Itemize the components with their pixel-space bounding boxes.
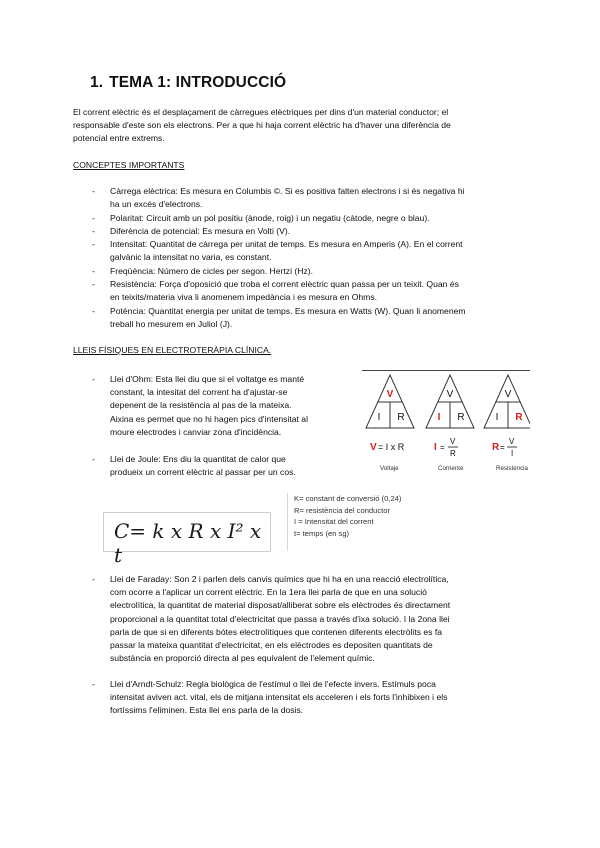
list-line: parla de que si en diferents bótes electrolítiques que contenen diferents electròlits es fa	[110, 626, 443, 637]
tri0-left: I	[377, 412, 381, 423]
list-line: produeix un corrent elèctric al passar per un cos.	[110, 467, 296, 478]
joule-formula: C= k x R x I² x t	[114, 519, 262, 567]
intro-line: El corrent elèctric és el desplaçament de càrregues elèctriques per dins d'un material conductor; el	[73, 107, 449, 117]
list-dash: -	[92, 213, 95, 223]
heading-number: 1.	[90, 74, 104, 91]
list-dash: -	[92, 186, 95, 196]
list-line: Llei de Faraday: Son 2 i parlen dels canvis químics que hi ha en una reacció electrolítica,	[110, 574, 449, 584]
list-line: proporcional a la quantitat total d'electricitat que passa a través d'ixa solució. I la 2ona llei	[110, 613, 450, 624]
list-dash: -	[92, 454, 95, 464]
list-item-arndt-schulz	[92, 678, 530, 718]
list-line: ha un excés d'electrons.	[110, 199, 203, 210]
list-line: Llei de Joule: Ens diu la quantitat de calor que	[110, 454, 286, 464]
list-dash: -	[92, 226, 95, 236]
list-dash: -	[92, 374, 95, 384]
formula-resistance-den: I	[511, 449, 514, 458]
list-line: substància en proporció directa al pes equivalent de l'element químic.	[110, 653, 375, 664]
triangle-current	[426, 375, 474, 428]
list-line: en teixits/materia viva li anomenem impedància i es mesura en Ohms.	[110, 292, 377, 303]
list-line: intensitat aviven act. vital, els de mitjana intensitat els acceleren i els forts l'inhibixen i els	[110, 692, 448, 703]
formula-voltage-symbol: V	[370, 442, 377, 453]
tri1-right: R	[457, 412, 465, 423]
formula-current-den: R	[450, 449, 456, 458]
formula-voltage-rest: = I x R	[378, 442, 405, 452]
list-line: fortíssims l'eliminen. Esta llei ens parla de la dosis.	[110, 705, 304, 716]
list-line: com ocorre a l'aplicar un corrent elèctric. En la 1era llei parla de que en una solució	[110, 587, 427, 598]
joule-legend	[287, 493, 436, 551]
section-heading-concepts: CONCEPTES IMPORTANTS	[73, 160, 185, 170]
list-line: passar la mateixa quantitat d'electricitat, en els elèctrodes es depositen quantitats de	[110, 640, 433, 651]
tri2-top: V	[504, 389, 512, 400]
list-line: Llei d'Ohm: Esta llei diu que si el voltatge es manté	[110, 374, 305, 384]
list-line: Intensitat: Quantitat de càrrega per unitat de temps. Es mesura en Amperis (A). En el corrent	[110, 239, 463, 249]
formula-current-symbol: I	[434, 442, 437, 453]
tri0-top: V	[386, 389, 394, 400]
tri2-left: I	[495, 412, 499, 423]
intro-line: responsable d'este son els electrons. Per a que hi haja corrent elèctric ha d'haver una diferència de	[73, 120, 451, 131]
list-line: galvànic la intensitat no varia, es constant.	[110, 252, 272, 263]
list-line: Potència: Quantitat energia per unitat de temps. Es mesura en Watts (W). Quan li anomenem	[110, 306, 466, 316]
formula-current-num: V	[450, 437, 456, 446]
triangle-voltage	[366, 375, 414, 428]
list-line: Resistència: Força d'oposició que troba el corrent elèctric quan passa per un teixit. Quan és	[110, 279, 459, 289]
formula-current-eq: =	[440, 443, 445, 452]
list-line: Polaritat: Circuit amb un pol positiu (ànode, roig) i un negatiu (càtode, negre o blau).	[110, 213, 430, 223]
caption-voltage: Voltaje	[380, 465, 399, 472]
list-item-ohm	[92, 373, 355, 439]
formula-resistance-num: V	[509, 437, 515, 446]
list-dash: -	[92, 679, 95, 689]
list-line: moure electrodes i canviar zona d'incidència.	[110, 426, 282, 437]
section-heading-laws: LLEIS FÍSIQUES EN ELECTROTERÀPIA CLÍNICA.	[73, 345, 272, 355]
list-item	[92, 305, 530, 331]
list-item	[92, 185, 530, 211]
tri1-left: I	[437, 412, 441, 423]
list-line: electrolítica, la quantitat de material disposat/alliberat sobre els elèctrodes és directament	[110, 600, 451, 611]
list-line: depenent de la resistència al pas de la mateixa.	[110, 400, 292, 411]
formula-resistance-eq: =	[500, 443, 505, 452]
legend-line: t= temps (en sg)	[294, 528, 350, 538]
list-item-joule	[92, 453, 360, 479]
list-dash: -	[92, 574, 95, 584]
legend-line: K= constant de conversió (0,24)	[294, 494, 402, 503]
intro-paragraph	[73, 106, 533, 146]
list-line: Càrrega elèctrica: Es mesura en Columbis ©. Si es positiva falten electrons i si és negativa hi	[110, 186, 465, 196]
list-item	[92, 265, 530, 278]
list-dash: -	[92, 239, 95, 249]
list-item	[92, 238, 530, 264]
ohm-triangles-diagram	[362, 370, 530, 478]
tri0-right: R	[397, 412, 405, 423]
list-line: constant, la intesitat del corrent ha d'ajustar-se	[110, 387, 288, 398]
list-line: treball ho mesurem en Juliol (J).	[110, 319, 233, 330]
list-item	[92, 225, 530, 238]
list-item	[92, 212, 530, 225]
joule-formula-box	[103, 512, 271, 567]
heading-title: TEMA 1: INTRODUCCIÓ	[109, 74, 287, 91]
triangle-resistance	[484, 375, 530, 428]
list-item	[92, 278, 530, 304]
list-dash: -	[92, 266, 95, 276]
list-dash: -	[92, 306, 95, 316]
list-line: Diferència de potencial: Es mesura en Volti (V).	[110, 226, 291, 236]
legend-line: I = Intensitat del corrent	[294, 517, 374, 527]
formula-resistance-symbol: R	[492, 442, 500, 453]
list-item-faraday	[92, 573, 530, 665]
intro-line: potencial entre extrems.	[73, 133, 165, 144]
caption-current: Corriente	[438, 465, 464, 472]
tri1-top: V	[446, 389, 454, 400]
list-dash: -	[92, 279, 95, 289]
caption-resistance: Resistencia	[496, 465, 528, 472]
list-line: Aixina es permet que no hi hagen pics d'intensitat al	[110, 413, 308, 424]
legend-line: R= resistència del conductor	[294, 505, 391, 515]
page-title	[90, 74, 286, 92]
list-line: Llei d'Arndt-Schulz: Regla biològica de l'estímul o llei de l'efecte invers. Estímuls poca	[110, 679, 436, 689]
list-line: Freqüència: Número de cicles per segon. Hertzi (Hz).	[110, 266, 313, 276]
tri2-right: R	[515, 412, 523, 423]
